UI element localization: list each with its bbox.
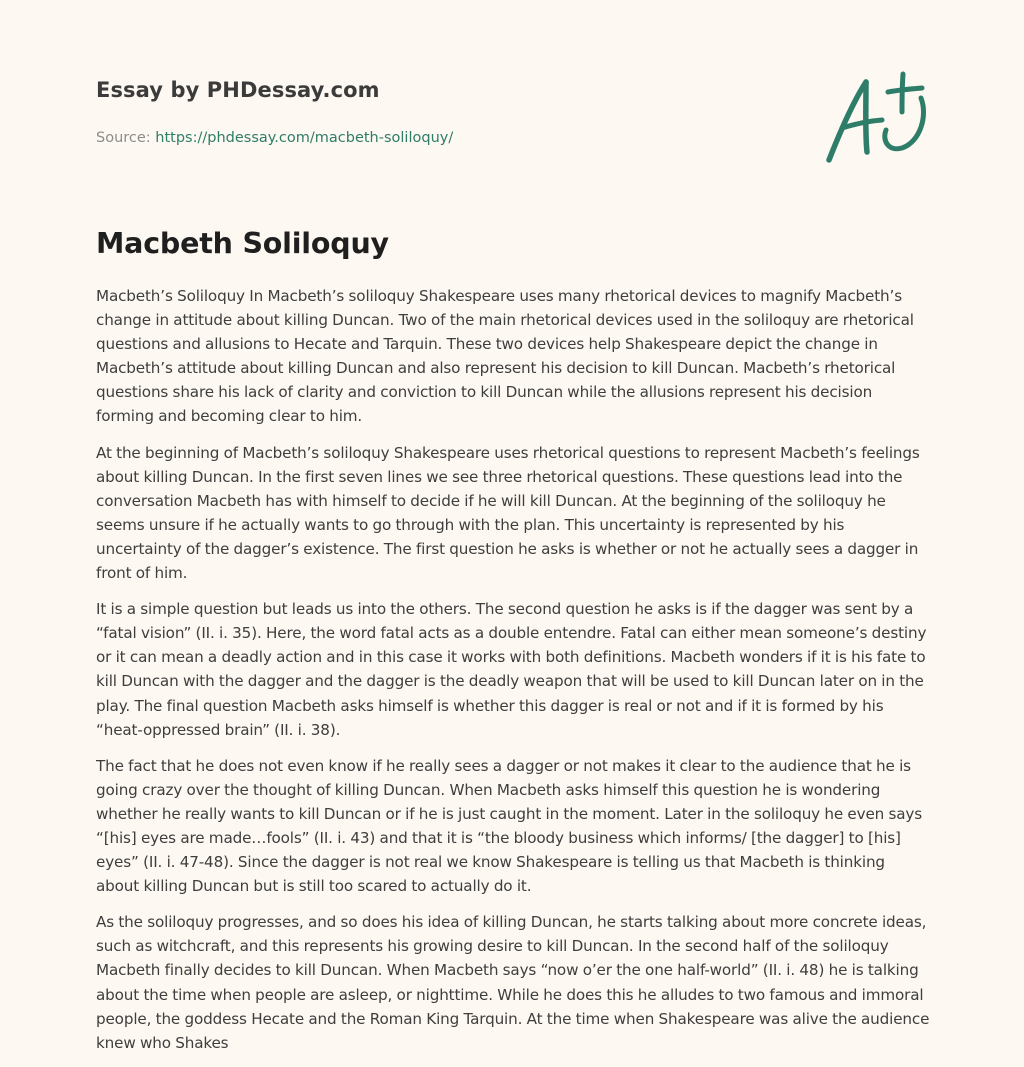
paragraph-3: It is a simple question but leads us into the others. The second question he asks is if the dagger was sent by a “fatal vision” (II. i. 35). Here, the word fatal acts as a double entendre. Fatal can either mean someone’s destiny or it can mean a deadly action and in this case it works with both definitions. Macbeth wonders if it is his fate to kill Duncan with the dagger and the dagger is the deadly weapon that will be used to kill Duncan later on in the play. The final question Macbeth asks himself is whether this dagger is real or not and if it is formed by his “heat-oppressed brain” (II. i. 38). [96, 600, 927, 739]
essay-body [96, 284, 930, 1067]
page-title: Macbeth Soliloquy [96, 227, 389, 260]
paragraph-2: At the beginning of Macbeth’s soliloquy Shakespeare uses rhetorical questions to represent Macbeth’s feelings about killing Duncan. In the first seven lines we see three rhetorical questions. These questions lead into the conversation Macbeth has with himself to decide if he will kill Duncan. At the beginning of the soliloquy he seems unsure if he actually wants to go through with the plan. This uncertainty is represented by his uncertainty of the dagger’s existence. The first question he asks is whether or not he actually sees a dagger in front of him. [96, 443, 920, 583]
paragraph-4: The fact that he does not even know if he really sees a dagger or not makes it clear to the audience that he is going crazy over the thought of killing Duncan. When Macbeth asks himself this question he is wondering whether he really wants to kill Duncan or if he is just caught in the moment. Later in the soliloquy he even says “[his] eyes are made…fools” (II. i. 43) and that it is “the bloody business which informs/ [the dagger] to [his] eyes” (II. i. 47-48). Since the dagger is not real we know Shakespeare is telling us that Macbeth is thinking about killing Duncan but is still too scared to actually do it. [96, 756, 923, 896]
source-link[interactable]: https://phdessay.com/macbeth-soliloquy/ [155, 130, 454, 146]
site-brand: Essay by PHDessay.com [96, 78, 380, 102]
a-plus-grade-icon [822, 68, 930, 168]
paragraph-5: As the soliloquy progresses, and so does his idea of killing Duncan, he starts talking about more concrete ideas, such as witchcraft, and this represents his growing desire to kill Duncan. In the second half of the soliloquy Macbeth finally decides to kill Duncan. When Macbeth says “now o’er the one half-world” (II. i. 48) he is talking about the time when people are asleep, or nighttime. While he does this he alludes to two famous and immoral people, the goddess Hecate and the Roman King Tarquin. At the time when Shakespeare was alive the audience knew who Shakes [96, 913, 930, 1052]
page-header [96, 76, 776, 148]
source-label: Source: [96, 130, 156, 146]
source-line [96, 128, 776, 148]
paragraph-1: Macbeth’s Soliloquy In Macbeth’s soliloquy Shakespeare uses many rhetorical devices to magnify Macbeth’s change in attitude about killing Duncan. Two of the main rhetorical devices used in the soliloquy are rhetorical questions and allusions to Hecate and Tarquin. These two devices help Shakespeare depict the change in Macbeth’s attitude about killing Duncan and also represent his decision to kill Duncan. Macbeth’s rhetorical questions share his lack of clarity and conviction to kill Duncan while the allusions represent his decision forming and becoming clear to him. [96, 287, 914, 426]
